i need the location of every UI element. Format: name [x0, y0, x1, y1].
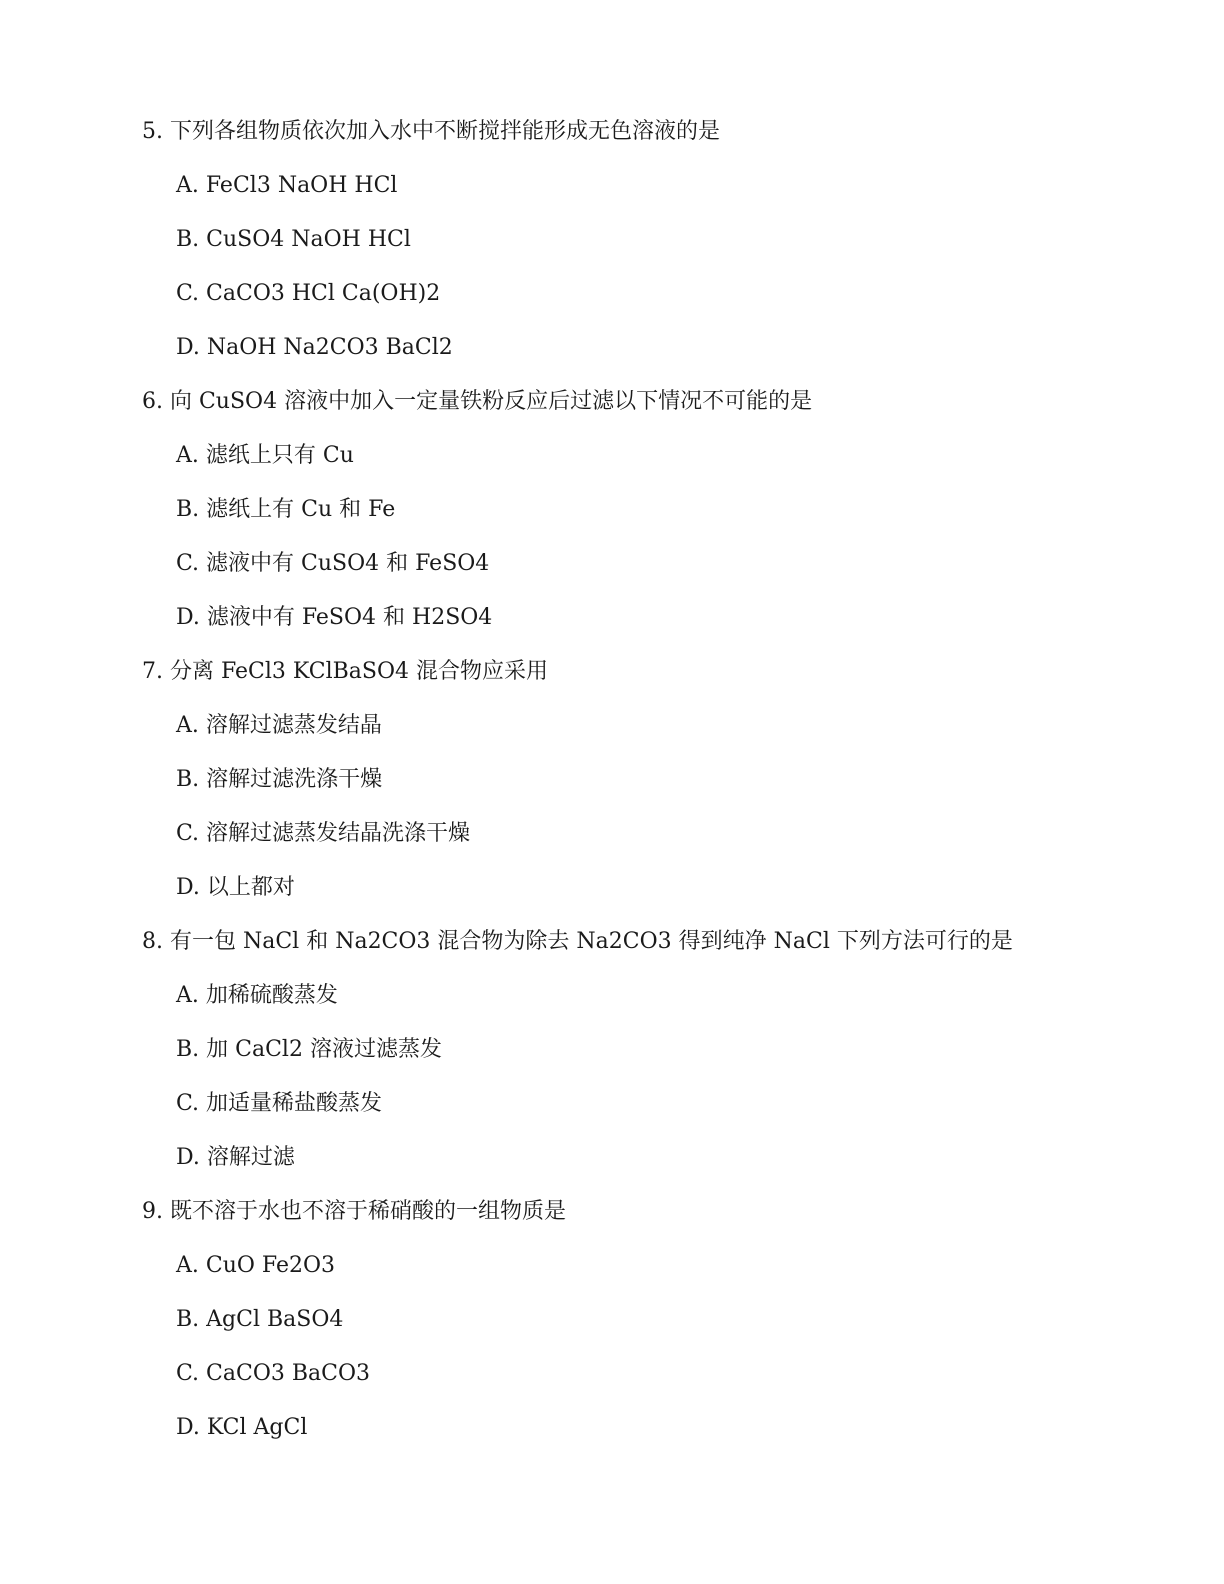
question-9-option-d: D. KCl AgCl	[176, 1415, 308, 1440]
question-9-option-a: A. CuO Fe2O3	[176, 1253, 336, 1278]
question-8-stem: 8. 有一包 NaCl 和 Na2CO3 混合物为除去 Na2CO3 得到纯净 NaCl 下列方法可行的是	[142, 929, 1013, 954]
question-7-option-b: B. 溶解过滤洗涤干燥	[176, 767, 383, 792]
question-8-option-b: B. 加 CaCl2 溶液过滤蒸发	[176, 1037, 442, 1062]
question-6-option-b: B. 滤纸上有 Cu 和 Fe	[176, 497, 396, 522]
question-7-stem: 7. 分离 FeCl3 KClBaSO4 混合物应采用	[142, 659, 549, 684]
question-5-option-c: C. CaCO3 HCl Ca(OH)2	[176, 281, 441, 306]
question-8-option-a: A. 加稀硫酸蒸发	[176, 983, 338, 1008]
question-7-option-c: C. 溶解过滤蒸发结晶洗涤干燥	[176, 821, 471, 846]
question-6-option-d: D. 滤液中有 FeSO4 和 H2SO4	[176, 605, 493, 630]
question-9-stem: 9. 既不溶于水也不溶于稀硝酸的一组物质是	[142, 1199, 566, 1224]
question-5-option-d: D. NaOH Na2CO3 BaCl2	[176, 335, 453, 360]
question-5-option-a: A. FeCl3 NaOH HCl	[176, 173, 398, 198]
question-5-option-b: B. CuSO4 NaOH HCl	[176, 227, 411, 252]
question-8-option-c: C. 加适量稀盐酸蒸发	[176, 1091, 383, 1116]
question-9-option-c: C. CaCO3 BaCO3	[176, 1361, 370, 1386]
question-6-option-a: A. 滤纸上只有 Cu	[176, 443, 354, 468]
question-5-stem: 5. 下列各组物质依次加入水中不断搅拌能形成无色溶液的是	[142, 119, 720, 144]
question-6-option-c: C. 滤液中有 CuSO4 和 FeSO4	[176, 551, 490, 576]
question-7-option-a: A. 溶解过滤蒸发结晶	[176, 713, 382, 738]
question-7-option-d: D. 以上都对	[176, 875, 295, 900]
question-8-option-d: D. 溶解过滤	[176, 1145, 295, 1170]
question-9-option-b: B. AgCl BaSO4	[176, 1307, 344, 1332]
question-6-stem: 6. 向 CuSO4 溶液中加入一定量铁粉反应后过滤以下情况不可能的是	[142, 389, 813, 414]
